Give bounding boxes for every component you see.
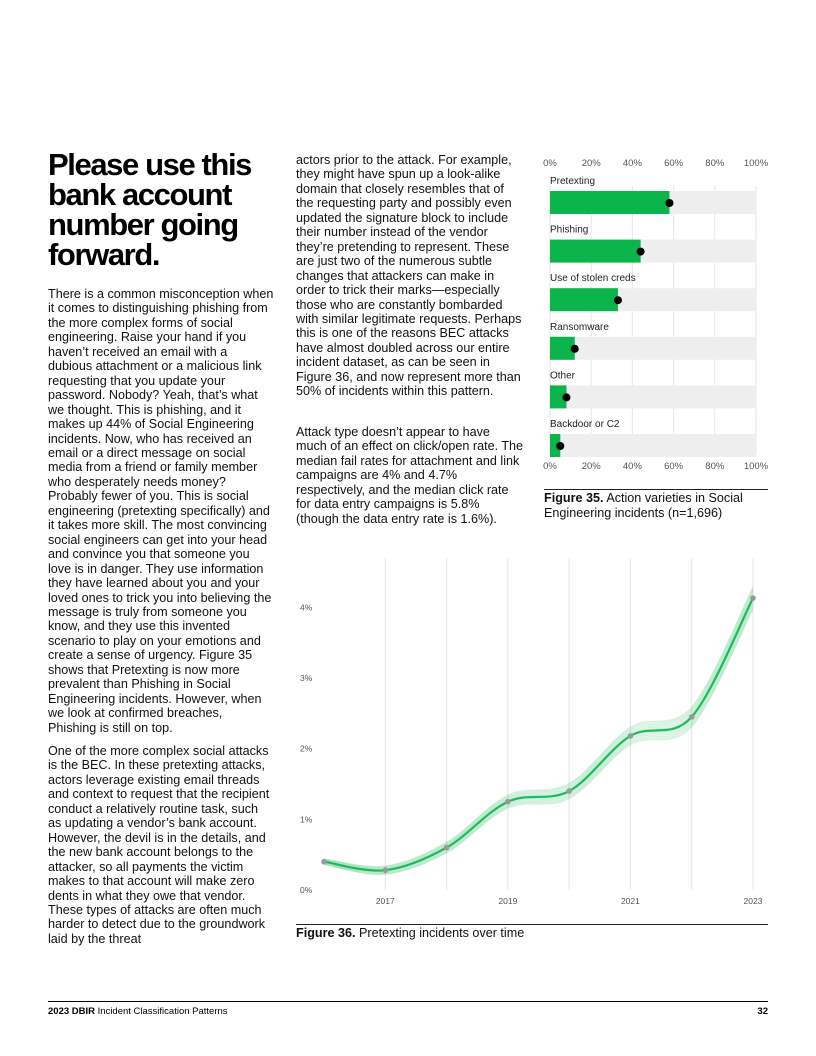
figure-36-chart bbox=[296, 550, 770, 910]
bar-category-label: Phishing bbox=[550, 224, 589, 236]
data-point bbox=[750, 595, 756, 601]
data-point bbox=[628, 733, 634, 739]
figure-35-chart bbox=[538, 150, 776, 480]
footer-year-label: 2023 DBIR bbox=[48, 1006, 95, 1017]
data-point bbox=[444, 845, 450, 851]
x-tick-label-bottom: 0% bbox=[543, 461, 557, 472]
bar-value-dot bbox=[614, 296, 622, 304]
figure-35-label: Figure 35. bbox=[544, 491, 604, 505]
y-tick-label: 2% bbox=[300, 743, 313, 754]
bar-category-label: Backdoor or C2 bbox=[550, 419, 620, 430]
data-point bbox=[382, 867, 388, 873]
series-band-line bbox=[324, 607, 753, 874]
body-paragraph-1: There is a common misconception when it comes to distinguishing phishing from the more complex forms of social engineering. Raise your hand if you haven’t received an email with a dubious attachment or a malicious link requesting that you update your password. Nobody? Yeah, that’s what we thought. This is phishing, and it makes up 44% of Social Engineering incidents. Now, who has received an email or a direct message on social media from a friend or family member who desperately needs money? Probably fewer of you. This is social engineering (pretexting specifically) and it takes more skill. The most convincing social engineers can get into your head and convince you that someone you love is in danger. They use information they have learned about you and your loved ones to trick you into believing the message is truly from someone you know, and they use this invented scenario to play on your emotions and create a sense of urgency. Figure 35 shows that Pretexting is now more prevalent than Phishing in Social Engineering incidents. However, when we look at confirmed breaches, Phishing is still on top. bbox=[48, 287, 274, 735]
series-band-line bbox=[324, 604, 753, 873]
x-tick-label-bottom: 20% bbox=[581, 461, 601, 472]
x-tick-label-bottom: 60% bbox=[664, 461, 684, 472]
x-tick-label-top: 100% bbox=[743, 158, 769, 169]
bar-category-label: Other bbox=[550, 370, 576, 382]
data-point bbox=[321, 859, 327, 865]
figure-36-caption-text: Pretexting incidents over time bbox=[359, 926, 525, 940]
series-band-line bbox=[324, 602, 753, 872]
figure-35-caption bbox=[544, 491, 774, 520]
figure-35-rule bbox=[544, 489, 768, 490]
figure-36-rule bbox=[296, 924, 768, 925]
figure-36-caption bbox=[296, 926, 696, 941]
x-tick-label-top: 20% bbox=[581, 158, 601, 169]
page-title: Please use this bank account number going forward. bbox=[48, 147, 252, 272]
series-band-line bbox=[324, 609, 753, 874]
page-number: 32 bbox=[757, 1006, 768, 1017]
x-tick-label: 2019 bbox=[498, 896, 518, 906]
x-tick-label-top: 0% bbox=[543, 158, 557, 169]
x-tick-label: 2023 bbox=[743, 896, 763, 906]
body-paragraph-3: actors prior to the attack. For example, they might have spun up a look-alike domain that closely resembles that of the requesting party and possibly even updated the signature block to include their number instead of the vendor they’re pretending to represent. These are just two of the numerous subtle changes that attackers can make in order to trick their marks—especially those who are constantly bombarded with similar legitimate requests. Perhaps this is one of the reasons BEC attacks have almost doubled across our entire incident dataset, as can be seen in Figure 36, and now represent more than 50% of incidents within this pattern. bbox=[296, 153, 522, 399]
data-point bbox=[505, 799, 511, 805]
series-band-line bbox=[324, 600, 753, 871]
bar bbox=[550, 240, 641, 263]
footer-rule bbox=[48, 1001, 768, 1002]
footer-section: Incident Classification Patterns bbox=[97, 1006, 228, 1017]
series-band-line bbox=[324, 606, 753, 874]
bar-value-dot bbox=[556, 442, 564, 450]
bar-category-label: Use of stolen creds bbox=[550, 273, 636, 285]
footer bbox=[48, 1006, 228, 1017]
x-tick-label-top: 60% bbox=[664, 158, 684, 169]
bar bbox=[550, 288, 618, 311]
series-line bbox=[324, 598, 753, 870]
bar-value-dot bbox=[665, 199, 673, 207]
bar-track bbox=[550, 434, 756, 457]
x-tick-label-bottom: 100% bbox=[743, 461, 769, 472]
y-tick-label: 0% bbox=[300, 885, 313, 895]
x-tick-label-bottom: 40% bbox=[622, 461, 642, 472]
bar bbox=[550, 191, 669, 214]
bar-track bbox=[550, 385, 756, 408]
x-tick-label-top: 40% bbox=[622, 158, 642, 169]
bar-category-label: Pretexting bbox=[550, 176, 596, 187]
x-tick-label: 2021 bbox=[620, 896, 640, 906]
bar-track bbox=[550, 337, 756, 360]
series-band-line bbox=[324, 596, 753, 870]
data-point bbox=[566, 788, 572, 794]
body-paragraph-2: One of the more complex social attacks is the BEC. In these pretexting attacks, actors leverage existing email threads and context to request that the recipient conduct a relatively routine task, such as updating a vendor’s bank account. However, the devil is in the details, and the new bank account belongs to the attacker, so all payments the victim makes to that account will make zero dents in what they owe that vendor. These types of attacks are often much harder to detect due to the groundwork laid by the threat bbox=[48, 744, 270, 946]
bar-value-dot bbox=[571, 345, 579, 353]
y-tick-label: 3% bbox=[300, 673, 313, 683]
bar-category-label: Ransomware bbox=[550, 321, 609, 333]
bar-value-dot bbox=[637, 248, 645, 256]
x-tick-label: 2017 bbox=[375, 896, 395, 906]
figure-36-label: Figure 36. bbox=[296, 926, 356, 940]
x-tick-label-bottom: 80% bbox=[705, 461, 725, 472]
y-tick-label: 4% bbox=[300, 602, 313, 613]
bar-value-dot bbox=[562, 393, 570, 401]
series-band-line bbox=[324, 595, 753, 870]
figure-35-caption-text: Action varieties in Social Engineering incidents (n=1,696) bbox=[544, 491, 743, 520]
body-paragraph-4: Attack type doesn’t appear to have much of an effect on click/open rate. The median fail rates for attachment and link campaigns are 4% and 4.7% respectively, and the median click rate for data entry campaigns is 5.8% (though the data entry rate is 1.6%). bbox=[296, 425, 524, 526]
series-band-line bbox=[324, 598, 753, 870]
y-tick-label: 1% bbox=[300, 814, 313, 825]
x-tick-label-top: 80% bbox=[705, 158, 725, 169]
data-point bbox=[689, 714, 695, 720]
